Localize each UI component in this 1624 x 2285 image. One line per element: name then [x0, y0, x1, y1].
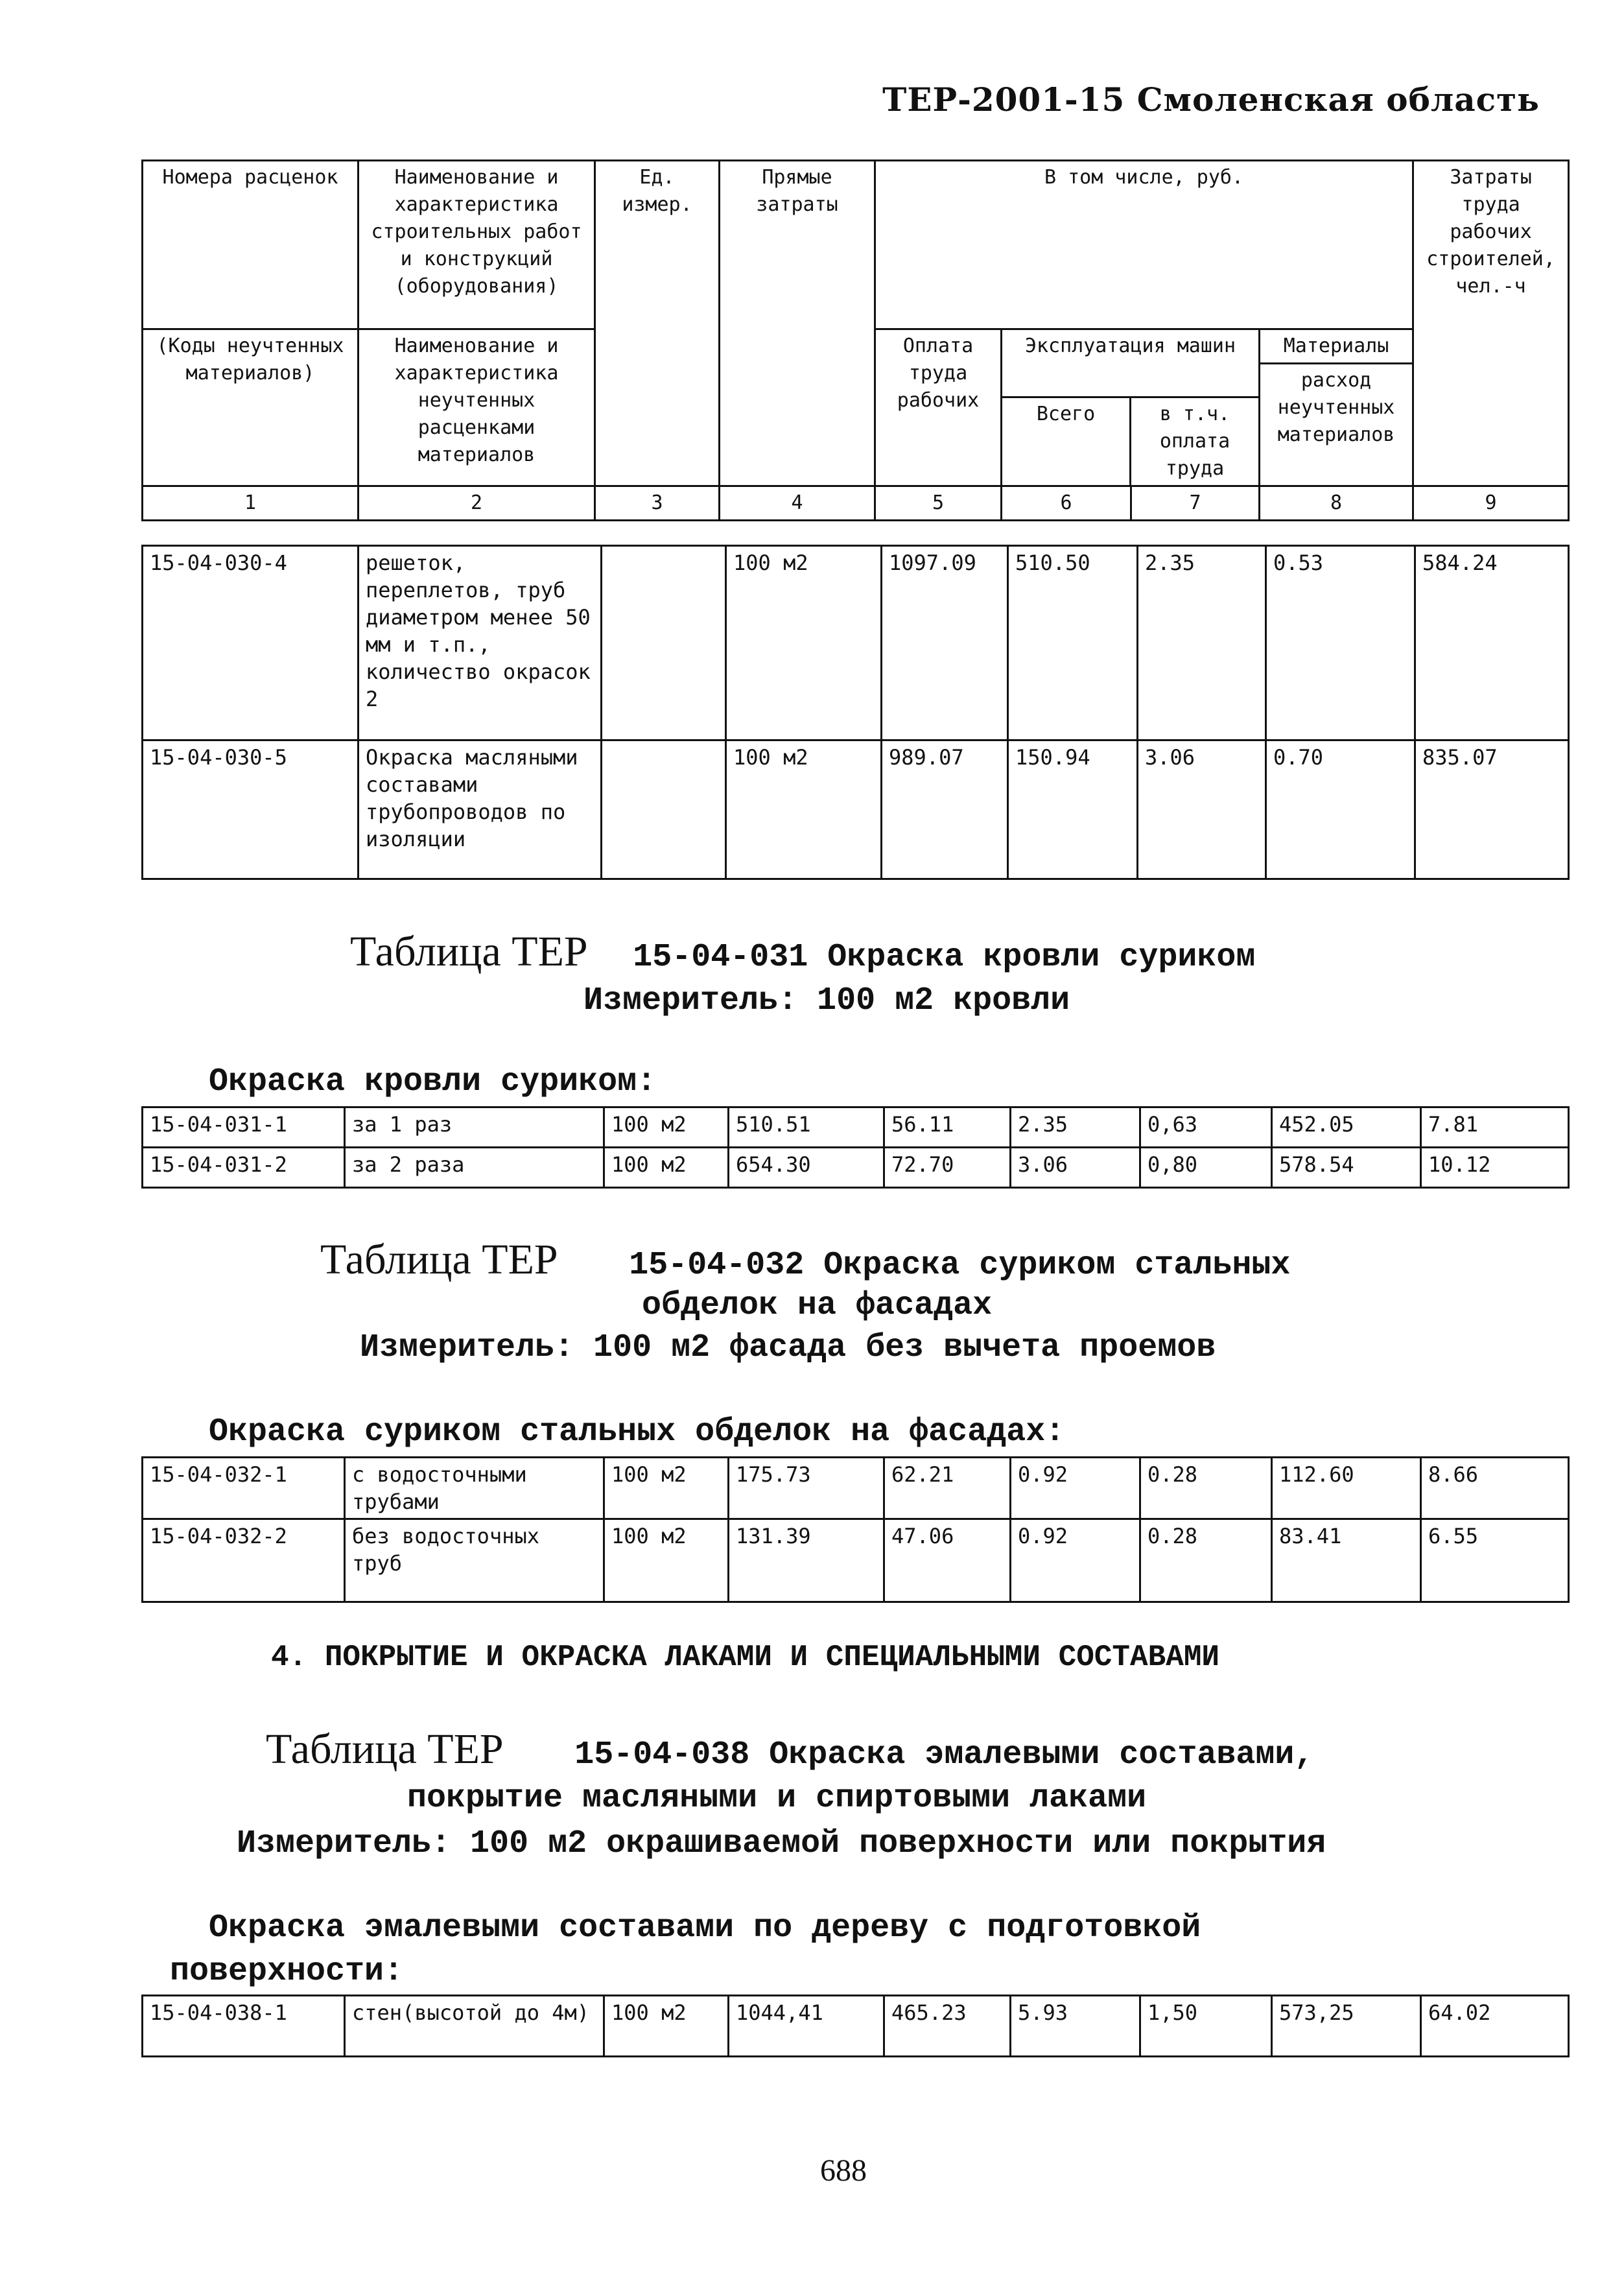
t038-title-line2: покрытие масляными и спиртовыми лаками	[407, 1780, 1147, 1817]
table-row	[143, 546, 1569, 740]
row-code: 15-04-032-2	[143, 1519, 345, 1602]
col-num-9: 9	[1413, 486, 1569, 521]
row-direct: 1044,41	[729, 1996, 884, 2057]
table-038	[141, 1995, 1570, 2057]
row-mach-pay: 0,63	[1140, 1107, 1272, 1148]
row-unit: 100 м2	[604, 1458, 729, 1519]
col-num-3: 3	[595, 486, 720, 521]
row-direct: 131.39	[729, 1519, 884, 1602]
header-labor: Затраты труда рабочих строителей, чел.-ч	[1413, 161, 1569, 486]
col-num-5: 5	[875, 486, 1002, 521]
table-032	[141, 1456, 1570, 1603]
header-including: В том числе, руб.	[875, 161, 1413, 329]
header-pay: Оплата труда рабочих	[875, 329, 1002, 486]
row-name: Окраска масляными составами трубопроводов по изоляции	[359, 740, 602, 879]
header-unit: Ед. измер.	[595, 161, 720, 486]
row-mach-pay: 0.28	[1140, 1519, 1272, 1602]
col-num-6: 6	[1002, 486, 1131, 521]
row-direct: 654.30	[729, 1148, 884, 1188]
row-mat: 573,25	[1272, 1996, 1421, 2057]
row-mat: 112.60	[1272, 1458, 1421, 1519]
t031-title	[350, 927, 1255, 977]
row-mat: 578.54	[1272, 1148, 1421, 1188]
col-num-4: 4	[720, 486, 875, 521]
document-header: ТЕР-2001-15 Смоленская область	[882, 80, 1540, 119]
row-pay: 72.70	[884, 1148, 1011, 1188]
row-pay: 465.23	[884, 1996, 1011, 2057]
row-code: 15-04-030-5	[143, 740, 359, 879]
t038-meter: Измеритель: 100 м2 окрашиваемой поверхности или покрытия	[237, 1825, 1326, 1862]
header-materials	[1260, 329, 1413, 486]
row-direct: 510.51	[729, 1107, 884, 1148]
col-num-1: 1	[143, 486, 359, 521]
row-mach-pay: 0.70	[1266, 740, 1415, 879]
t032-prefix: Таблица ТЕР	[320, 1236, 558, 1283]
header-codes: Номера расценок	[143, 161, 359, 329]
row-pay: 150.94	[1008, 740, 1138, 879]
row-unit: 100 м2	[726, 740, 882, 879]
row-code: 15-04-031-2	[143, 1148, 345, 1188]
row-name: за 2 раза	[345, 1148, 604, 1188]
t032-title-line2: обделок на фасадах	[642, 1287, 993, 1324]
t032-title	[320, 1235, 1290, 1285]
row-mach: 5.93	[1011, 1996, 1140, 2057]
row-mach: 3.06	[1011, 1148, 1140, 1188]
col-num-8: 8	[1260, 486, 1413, 521]
t038-title-line1: 15-04-038 Окраска эмалевыми составами,	[574, 1736, 1314, 1773]
row-labor: 6.55	[1421, 1519, 1569, 1602]
row-direct: 989.07	[882, 740, 1008, 879]
header-direct-costs: Прямые затраты	[720, 161, 875, 486]
col-num-7: 7	[1131, 486, 1260, 521]
t031-subheading: Окраска кровли суриком:	[209, 1063, 657, 1100]
page-number: 688	[820, 2153, 867, 2188]
row-mach: 2.35	[1011, 1107, 1140, 1148]
row-labor: 10.12	[1421, 1148, 1569, 1188]
row-unit: 100 м2	[604, 1148, 729, 1188]
table-031	[141, 1106, 1570, 1189]
row-mach-pay: 1,50	[1140, 1996, 1272, 2057]
row-empty	[602, 546, 726, 740]
row-name: за 1 раз	[345, 1107, 604, 1148]
row-mach: 0.92	[1011, 1458, 1140, 1519]
row-pay: 47.06	[884, 1519, 1011, 1602]
row-pay: 62.21	[884, 1458, 1011, 1519]
header-materials-label: Материалы	[1260, 330, 1412, 364]
table-row	[143, 1107, 1569, 1148]
row-unit: 100 м2	[604, 1519, 729, 1602]
row-unit: 100 м2	[726, 546, 882, 740]
row-mach: 0.92	[1011, 1519, 1140, 1602]
t032-title-line1: 15-04-032 Окраска суриком стальных	[629, 1247, 1291, 1284]
column-header-table	[141, 160, 1570, 521]
header-materials-usage: расход неучтенных материалов	[1277, 369, 1395, 446]
row-code: 15-04-038-1	[143, 1996, 345, 2057]
t038-subheading-line2: поверхности:	[170, 1953, 404, 1990]
header-machines: Эксплуатация машин	[1002, 330, 1258, 398]
row-pay: 56.11	[884, 1107, 1011, 1148]
table-row	[143, 1458, 1569, 1519]
table-row	[143, 740, 1569, 879]
row-mat: 584.24	[1415, 546, 1569, 740]
t038-prefix: Таблица ТЕР	[266, 1725, 504, 1773]
row-labor: 8.66	[1421, 1458, 1569, 1519]
row-mat: 83.41	[1272, 1519, 1421, 1602]
t031-prefix: Таблица ТЕР	[350, 928, 588, 975]
row-labor: 7.81	[1421, 1107, 1569, 1148]
header-unaccounted-codes: (Коды неучтенных материалов)	[143, 329, 359, 486]
row-name: с водосточными трубами	[345, 1458, 604, 1519]
row-mach-pay: 0.28	[1140, 1458, 1272, 1519]
header-machines-pay: в т.ч. оплата труда	[1159, 403, 1230, 480]
t038-subheading-line1: Окраска эмалевыми составами по дереву с подготовкой	[209, 1910, 1201, 1947]
t031-title-text: 15-04-031 Окраска кровли суриком	[633, 939, 1256, 976]
col-num-2: 2	[359, 486, 595, 521]
row-name: стен(высотой до 4м)	[345, 1996, 604, 2057]
row-code: 15-04-031-1	[143, 1107, 345, 1148]
header-work-name: Наименование и характеристика строительных работ и конструкций (оборудования)	[359, 161, 595, 329]
row-labor: 64.02	[1421, 1996, 1569, 2057]
t031-meter: Измеритель: 100 м2 кровли	[583, 982, 1070, 1019]
table-row	[143, 1519, 1569, 1602]
row-mach: 2.35	[1138, 546, 1266, 740]
row-pay: 510.50	[1008, 546, 1138, 740]
row-mat: 835.07	[1415, 740, 1569, 879]
row-direct: 175.73	[729, 1458, 884, 1519]
row-mach: 3.06	[1138, 740, 1266, 879]
t038-title	[266, 1725, 1313, 1774]
row-code: 15-04-030-4	[143, 546, 359, 740]
row-mat: 452.05	[1272, 1107, 1421, 1148]
row-mach-pay: 0,80	[1140, 1148, 1272, 1188]
row-name: решеток, переплетов, труб диаметром менее 50 мм и т.п., количество окрасок 2	[359, 546, 602, 740]
row-direct: 1097.09	[882, 546, 1008, 740]
table-row	[143, 1996, 1569, 2057]
table-row	[143, 1148, 1569, 1188]
row-code: 15-04-032-1	[143, 1458, 345, 1519]
row-unit: 100 м2	[604, 1996, 729, 2057]
row-empty	[602, 740, 726, 879]
row-mach-pay: 0.53	[1266, 546, 1415, 740]
row-name: без водосточных труб	[345, 1519, 604, 1602]
t032-meter: Измеритель: 100 м2 фасада без вычета проемов	[360, 1329, 1216, 1366]
section-4-heading: 4. ПОКРЫТИЕ И ОКРАСКА ЛАКАМИ И СПЕЦИАЛЬНЫМИ СОСТАВАМИ	[271, 1640, 1220, 1674]
table-030	[141, 545, 1570, 880]
row-unit: 100 м2	[604, 1107, 729, 1148]
header-unaccounted-names: Наименование и характеристика неучтенных расценками материалов	[359, 329, 595, 486]
header-machines-total: Всего	[1002, 398, 1131, 485]
t032-subheading: Окраска суриком стальных обделок на фасадах:	[209, 1414, 1065, 1450]
